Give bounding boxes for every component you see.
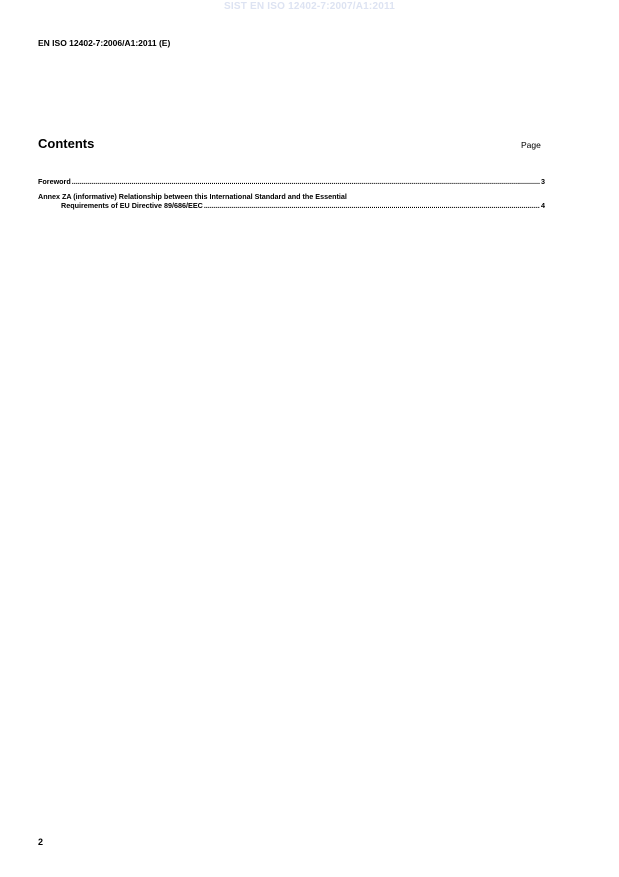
toc-entry-annex-za[interactable] (38, 192, 545, 210)
toc-leader-dots (204, 201, 540, 210)
toc-entry-page: 4 (541, 201, 545, 210)
toc-entry-title: Foreword (38, 177, 71, 186)
toc-leader-dots (72, 177, 540, 186)
document-id: EN ISO 12402-7:2006/A1:2011 (E) (38, 38, 171, 48)
toc-entry-foreword[interactable] (38, 177, 545, 186)
toc-entry-title: Annex ZA (informative) Relationship between this International Standard and the Essential (38, 192, 347, 201)
contents-title: Contents (38, 136, 95, 151)
toc-entry-page: 3 (541, 177, 545, 186)
watermark: SIST EN ISO 12402-7:2007/A1:2011 (224, 1, 395, 12)
toc-line (38, 192, 545, 201)
toc-line (38, 177, 545, 186)
page-column-label: Page (521, 140, 541, 150)
toc-line-continued (38, 201, 545, 210)
table-of-contents (38, 177, 545, 216)
toc-entry-title-continued: Requirements of EU Directive 89/686/EEC (61, 201, 203, 210)
page-number: 2 (38, 837, 44, 847)
